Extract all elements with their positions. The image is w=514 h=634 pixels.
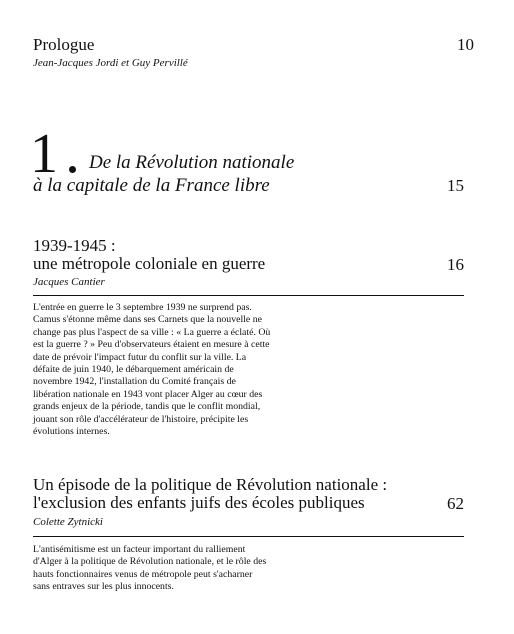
summary-line: évolutions internes. [33, 426, 110, 438]
summary-line: date de prévoir l'impact futur du conflit sur la ville. La [33, 351, 247, 363]
article-1-title-line-2: une métropole coloniale en guerre [33, 254, 266, 273]
chapter-title-line-2: à la capitale de la France libre [33, 175, 270, 196]
article-1-summary [33, 302, 315, 438]
prologue-title: Prologue [33, 35, 95, 54]
summary-line: hauts fonctionnaires venus de métropole peut s'acharner [33, 568, 253, 580]
article-2-divider [33, 536, 464, 537]
article-2-title-line-2: l'exclusion des enfants juifs des écoles publiques [33, 493, 365, 512]
article-2-author: Colette Zytnicki [33, 516, 103, 528]
summary-line: jouant son rôle d'accélérateur de l'histoire, précipite les [33, 413, 249, 425]
article-1-page-number: 16 [447, 255, 464, 274]
summary-line: est la guerre ? » Peu d'observateurs étaient en mesure à cette [33, 339, 270, 351]
article-2-page-number: 62 [447, 494, 464, 513]
article-1-author: Jacques Cantier [33, 276, 105, 288]
prologue-page-number: 10 [457, 35, 474, 54]
summary-line: change pas plus l'aspect de sa ville : « La guerre a éclaté. Où [33, 326, 271, 338]
summary-line: L'entrée en guerre le 3 septembre 1939 ne surprend pas. [33, 302, 252, 313]
article-1-divider [33, 295, 464, 296]
summary-line: défaite de juin 1940, le débarquement américain de [33, 364, 234, 376]
chapter-title-line-1: De la Révolution nationale [89, 152, 295, 173]
summary-line: novembre 1942, l'installation du Comité français de [33, 376, 236, 388]
summary-line: grands enjeux de la période, tandis que le conflit mondial, [33, 401, 261, 413]
chapter-page-number: 15 [447, 176, 464, 195]
summary-line: L'antisémitisme est un facteur important du ralliement [33, 544, 246, 555]
prologue-authors: Jean-Jacques Jordi et Guy Pervillé [33, 57, 188, 69]
chapter-number-dot [69, 166, 76, 173]
summary-line: Camus s'étonne même dans ses Carnets que la nouvelle ne [33, 314, 262, 326]
summary-line: sans entraves sur les plus innocents. [33, 581, 174, 593]
chapter-number: 1 [30, 123, 58, 185]
article-2-summary [33, 544, 315, 594]
summary-line: d'Alger à la politique de Révolution nationale, et le rôle des [33, 556, 267, 568]
summary-line: libération nationale en 1943 vont placer Alger au cœur des [33, 388, 263, 400]
article-2-title-line-1: Un épisode de la politique de Révolution nationale : [33, 475, 388, 494]
article-1-title-line-1: 1939-1945 : [33, 236, 116, 255]
